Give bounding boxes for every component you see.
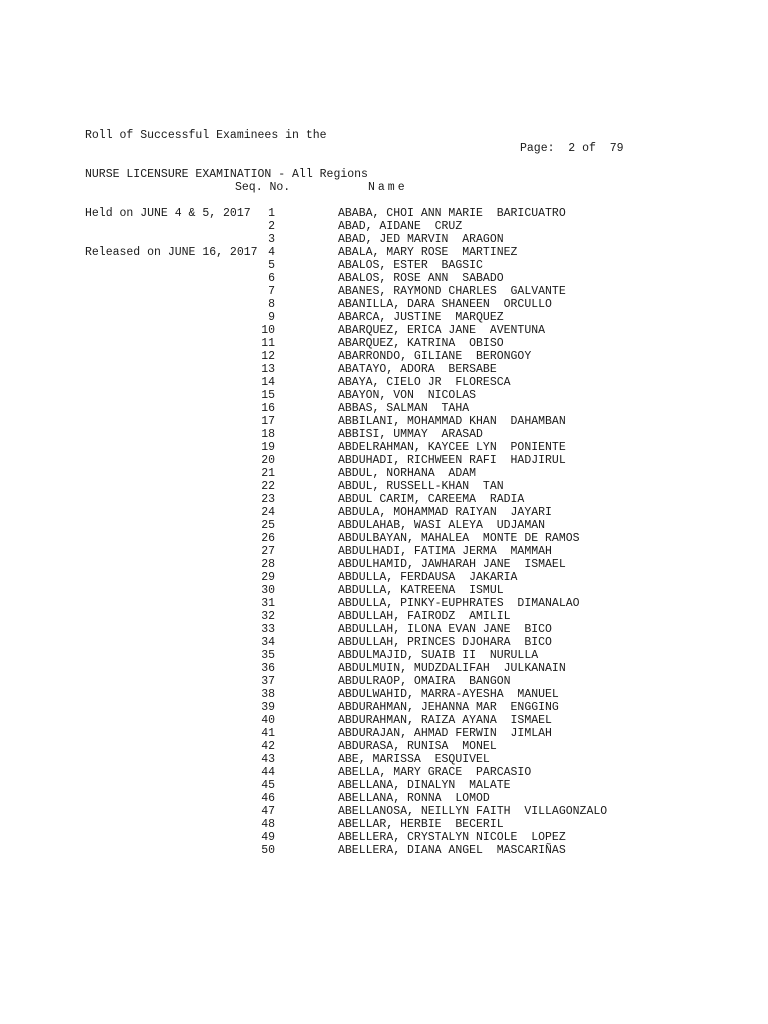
seq-number: 28 (261, 558, 275, 571)
seq-number: 27 (261, 545, 275, 558)
examinee-name: ABALOS, ROSE ANN SABADO (338, 272, 504, 285)
examinee-name: ABDULLA, FERDAUSA JAKARIA (338, 571, 518, 584)
examinee-name: ABARCA, JUSTINE MARQUEZ (338, 311, 504, 324)
examinee-name: ABAD, JED MARVIN ARAGON (338, 233, 504, 246)
seq-number: 10 (261, 324, 275, 337)
examinee-name: ABELLANOSA, NEILLYN FAITH VILLAGONZALO (338, 805, 608, 818)
column-header-seq: Seq. No. (235, 181, 291, 194)
examinee-name: ABDULMAJID, SUAIB II NURULLA (338, 649, 539, 662)
list-item (0, 259, 768, 272)
examinee-name: ABAYA, CIELO JR FLORESCA (338, 376, 511, 389)
seq-number: 40 (261, 714, 275, 727)
seq-number: 35 (261, 649, 275, 662)
seq-number: 6 (268, 272, 275, 285)
seq-number: 9 (268, 311, 275, 324)
examinee-name: ABDULWAHID, MARRA-AYESHA MANUEL (338, 688, 559, 701)
examinee-name: ABDELRAHMAN, KAYCEE LYN PONIENTE (338, 441, 566, 454)
header-exam-line: NURSE LICENSURE EXAMINATION - All Regions (85, 168, 368, 181)
list-item (0, 506, 768, 519)
seq-number: 7 (268, 285, 275, 298)
list-item (0, 779, 768, 792)
seq-number: 21 (261, 467, 275, 480)
examinee-name: ABDULHAMID, JAWHARAH JANE ISMAEL (338, 558, 566, 571)
list-item (0, 480, 768, 493)
examinee-name: ABELLERA, DIANA ANGEL MASCARIÑAS (338, 844, 566, 857)
examinee-name: ABDULLAH, FAIRODZ AMILIL (338, 610, 511, 623)
list-item (0, 467, 768, 480)
examinee-name: ABABA, CHOI ANN MARIE BARICUATRO (338, 207, 566, 220)
seq-number: 11 (261, 337, 275, 350)
seq-number: 15 (261, 389, 275, 402)
list-item (0, 844, 768, 857)
seq-number: 29 (261, 571, 275, 584)
seq-number: 42 (261, 740, 275, 753)
seq-number: 47 (261, 805, 275, 818)
examinee-name: ABATAYO, ADORA BERSABE (338, 363, 497, 376)
seq-number: 17 (261, 415, 275, 428)
list-item (0, 831, 768, 844)
examinee-name: ABDULAHAB, WASI ALEYA UDJAMAN (338, 519, 546, 532)
examinee-name: ABDULHADI, FATIMA JERMA MAMMAH (338, 545, 552, 558)
list-item (0, 727, 768, 740)
examinee-list (0, 207, 768, 857)
list-item (0, 233, 768, 246)
examinee-name: ABDULLA, KATREENA ISMUL (338, 584, 504, 597)
seq-number: 19 (261, 441, 275, 454)
examinee-name: ABDURAJAN, AHMAD FERWIN JIMLAH (338, 727, 552, 740)
seq-number: 32 (261, 610, 275, 623)
examinee-name: ABDUL, RUSSELL-KHAN TAN (338, 480, 504, 493)
list-item (0, 454, 768, 467)
list-item (0, 714, 768, 727)
seq-number: 30 (261, 584, 275, 597)
list-item (0, 246, 768, 259)
seq-number: 25 (261, 519, 275, 532)
list-item (0, 753, 768, 766)
list-item (0, 350, 768, 363)
examinee-name: ABDULA, MOHAMMAD RAIYAN JAYARI (338, 506, 552, 519)
seq-number: 48 (261, 818, 275, 831)
seq-number: 50 (261, 844, 275, 857)
examinee-name: ABELLERA, CRYSTALYN NICOLE LOPEZ (338, 831, 566, 844)
column-header-name: Name (368, 181, 408, 194)
list-item (0, 324, 768, 337)
list-item (0, 545, 768, 558)
examinee-name: ABAYON, VON NICOLAS (338, 389, 477, 402)
examinee-name: ABANILLA, DARA SHANEEN ORCULLO (338, 298, 552, 311)
list-item (0, 441, 768, 454)
list-item (0, 519, 768, 532)
list-item (0, 532, 768, 545)
list-item (0, 675, 768, 688)
seq-number: 13 (261, 363, 275, 376)
examinee-name: ABBAS, SALMAN TAHA (338, 402, 470, 415)
list-item (0, 688, 768, 701)
list-item (0, 662, 768, 675)
examinee-name: ABELLA, MARY GRACE PARCASIO (338, 766, 532, 779)
examinee-name: ABDURAHMAN, RAIZA AYANA ISMAEL (338, 714, 552, 727)
examinee-name: ABALA, MARY ROSE MARTINEZ (338, 246, 518, 259)
examinee-name: ABDUL, NORHANA ADAM (338, 467, 477, 480)
examinee-name: ABDULLAH, ILONA EVAN JANE BICO (338, 623, 552, 636)
examinee-name: ABAD, AIDANE CRUZ (338, 220, 463, 233)
examinee-name: ABE, MARISSA ESQUIVEL (338, 753, 490, 766)
list-item (0, 363, 768, 376)
examinee-name: ABELLANA, RONNA LOMOD (338, 792, 490, 805)
examinee-name: ABDULBAYAN, MAHALEA MONTE DE RAMOS (338, 532, 580, 545)
list-item (0, 792, 768, 805)
seq-number: 8 (268, 298, 275, 311)
list-item (0, 610, 768, 623)
seq-number: 18 (261, 428, 275, 441)
list-item (0, 805, 768, 818)
list-item (0, 701, 768, 714)
seq-number: 12 (261, 350, 275, 363)
seq-number: 44 (261, 766, 275, 779)
examinee-name: ABBISI, UMMAY ARASAD (338, 428, 483, 441)
header-held-line: Held on JUNE 4 & 5, 2017 (85, 207, 251, 220)
list-item (0, 285, 768, 298)
list-item (0, 415, 768, 428)
seq-number: 45 (261, 779, 275, 792)
examinee-name: ABARQUEZ, KATRINA OBISO (338, 337, 504, 350)
seq-number: 20 (261, 454, 275, 467)
seq-number: 33 (261, 623, 275, 636)
seq-number: 38 (261, 688, 275, 701)
list-item (0, 766, 768, 779)
list-item (0, 207, 768, 220)
list-item (0, 402, 768, 415)
header-released-line: Released on JUNE 16, 2017 (85, 246, 258, 259)
list-item (0, 389, 768, 402)
seq-number: 26 (261, 532, 275, 545)
examinee-name: ABDURASA, RUNISA MONEL (338, 740, 497, 753)
seq-number: 39 (261, 701, 275, 714)
seq-number: 2 (268, 220, 275, 233)
examinee-name: ABDUL CARIM, CAREEMA RADIA (338, 493, 525, 506)
list-item (0, 298, 768, 311)
examinee-name: ABDUHADI, RICHWEEN RAFI HADJIRUL (338, 454, 566, 467)
examinee-name: ABDULMUIN, MUDZDALIFAH JULKANAIN (338, 662, 566, 675)
list-item (0, 376, 768, 389)
seq-number: 5 (268, 259, 275, 272)
seq-number: 31 (261, 597, 275, 610)
examinee-name: ABELLANA, DINALYN MALATE (338, 779, 511, 792)
seq-number: 49 (261, 831, 275, 844)
seq-number: 24 (261, 506, 275, 519)
seq-number: 43 (261, 753, 275, 766)
page-number: Page: 2 of 79 (520, 142, 624, 155)
examinee-name: ABDULLA, PINKY-EUPHRATES DIMANALAO (338, 597, 580, 610)
list-item (0, 311, 768, 324)
seq-number: 16 (261, 402, 275, 415)
list-item (0, 493, 768, 506)
header-title-line: Roll of Successful Examinees in the (85, 129, 327, 142)
seq-number: 23 (261, 493, 275, 506)
list-item (0, 571, 768, 584)
examinee-name: ABARRONDO, GILIANE BERONGOY (338, 350, 532, 363)
seq-number: 1 (268, 207, 275, 220)
list-item (0, 428, 768, 441)
examinee-name: ABDURAHMAN, JEHANNA MAR ENGGING (338, 701, 559, 714)
list-item (0, 337, 768, 350)
examinee-name: ABDULRAOP, OMAIRA BANGON (338, 675, 511, 688)
list-item (0, 623, 768, 636)
examinee-name: ABALOS, ESTER BAGSIC (338, 259, 483, 272)
list-item (0, 649, 768, 662)
examinee-name: ABELLAR, HERBIE BECERIL (338, 818, 504, 831)
examinee-name: ABDULLAH, PRINCES DJOHARA BICO (338, 636, 552, 649)
seq-number: 4 (268, 246, 275, 259)
list-item (0, 584, 768, 597)
list-item (0, 818, 768, 831)
seq-number: 46 (261, 792, 275, 805)
examinee-name: ABANES, RAYMOND CHARLES GALVANTE (338, 285, 566, 298)
list-item (0, 220, 768, 233)
seq-number: 3 (268, 233, 275, 246)
seq-number: 22 (261, 480, 275, 493)
seq-number: 41 (261, 727, 275, 740)
examinee-name: ABARQUEZ, ERICA JANE AVENTUNA (338, 324, 546, 337)
seq-number: 36 (261, 662, 275, 675)
list-item (0, 636, 768, 649)
list-item (0, 740, 768, 753)
list-item (0, 272, 768, 285)
seq-number: 14 (261, 376, 275, 389)
examinee-name: ABBILANI, MOHAMMAD KHAN DAHAMBAN (338, 415, 566, 428)
list-item (0, 558, 768, 571)
seq-number: 37 (261, 675, 275, 688)
seq-number: 34 (261, 636, 275, 649)
list-item (0, 597, 768, 610)
